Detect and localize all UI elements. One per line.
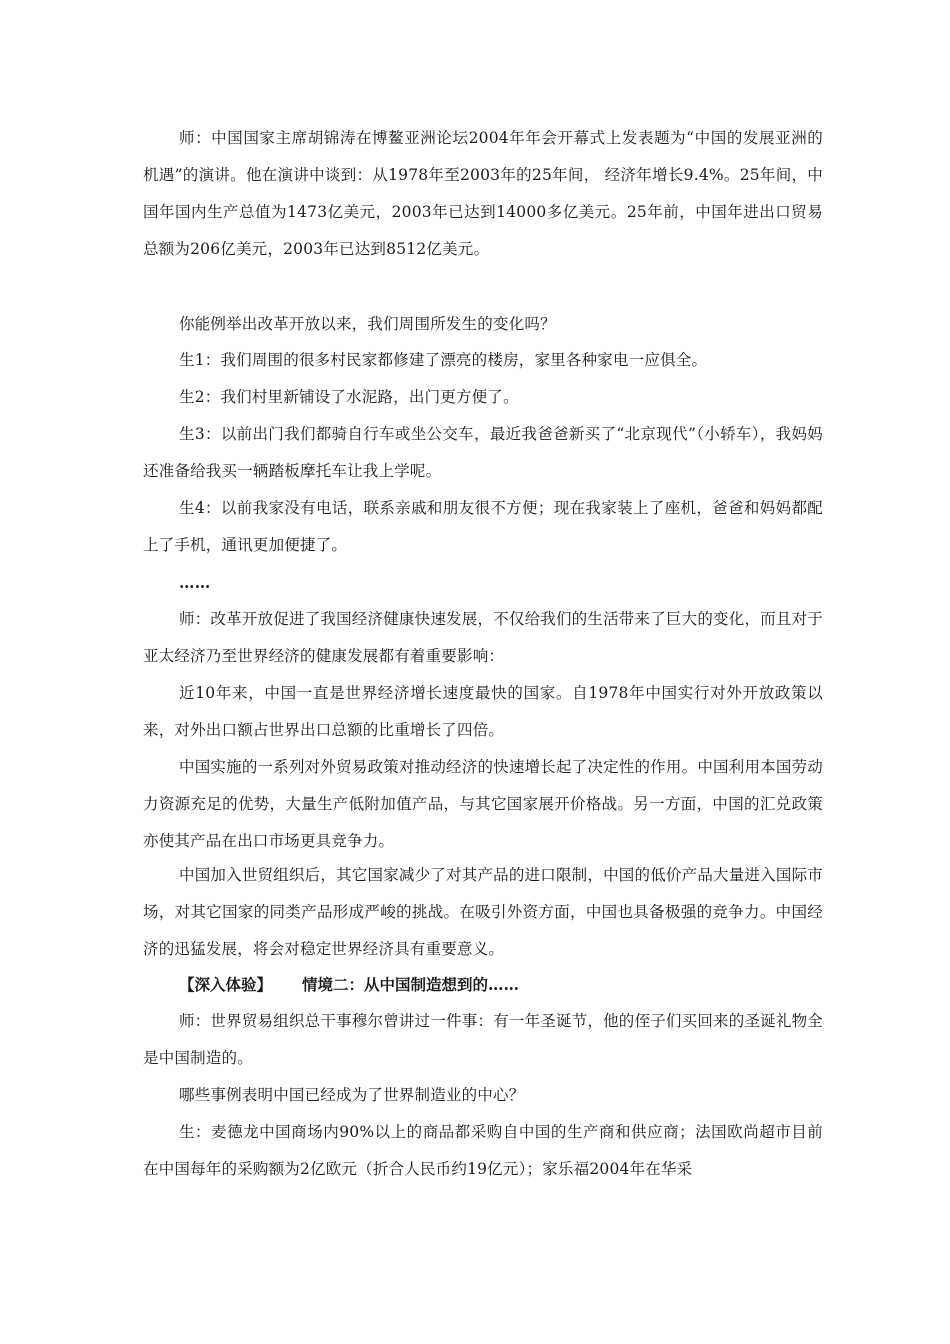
paragraph-trade-policy: 中国实施的一系列对外贸易政策对推动经济的快速增长起了决定性的作用。中国利用本国劳动力资源充足的优势，大量生产低附加值产品，与其它国家展开价格战。另一方面，中国的汇兑政策亦使其产品在出口市场更具竞争力。 (143, 758, 823, 850)
paragraph-student-examples: 生：麦德龙中国商场内90%以上的商品都采购自中国的生产商和供应商；法国欧尚超市目前在中国每年的采购额为2亿欧元（折合人民币约19亿元）；家乐福2004年在华采 (143, 1123, 823, 1178)
paragraph-student-3: 生3：以前出门我们都骑自行车或坐公交车，最近我爸爸新买了“北京现代”（小轿车），我妈妈还准备给我买一辆踏板摩托车让我上学呢。 (143, 425, 823, 480)
paragraph-student-2: 生2：我们村里新铺设了水泥路，出门更方便了。 (179, 388, 519, 406)
paragraph-question-manufacturing: 哪些事例表明中国已经成为了世界制造业的中心？ (179, 1086, 525, 1104)
paragraph-student-4: 生4：以前我家没有电话，联系亲戚和朋友很不方便；现在我家装上了座机，爸爸和妈妈都配上了手机，通讯更加便捷了。 (143, 499, 823, 554)
paragraph-student-1: 生1：我们周围的很多村民家都修建了漂亮的楼房，家里各种家电一应俱全。 (179, 351, 708, 369)
section-heading-title: 情境二：从中国制造想到的…… (302, 975, 520, 994)
paragraph-wto-accession: 中国加入世贸组织后，其它国家减少了对其产品的进口限制，中国的低价产品大量进入国际市场，对其它国家的同类产品形成严峻的挑战。在吸引外资方面，中国也具备极强的竞争力。中国经济的迅猛发展，将会对稳定世界经济具有重要意义。 (143, 866, 823, 958)
paragraph-growth-decade: 近10年来，中国一直是世界经济增长速度最快的国家。自1978年中国实行对外开放政策以来，对外出口额占世界出口总额的比重增长了四倍。 (143, 684, 823, 739)
paragraph-question-changes: 你能例举出改革开放以来，我们周围所发生的变化吗？ (179, 315, 556, 333)
section-heading-label: 【深入体验】 (179, 975, 273, 994)
paragraph-moore-story: 师：世界贸易组织总干事穆尔曾讲过一件事：有一年圣诞节，他的侄子们买回来的圣诞礼物全是中国制造的。 (143, 1012, 823, 1067)
paragraph-ellipsis: …… (179, 573, 211, 592)
paragraph-teacher-reform: 师：改革开放促进了我国经济健康快速发展，不仅给我们的生活带来了巨大的变化，而且对于亚太经济乃至世界经济的健康发展都有着重要影响： (143, 610, 823, 665)
paragraph-hu-jintao-speech: 师：中国国家主席胡锦涛在博鳌亚洲论坛2004年年会开幕式上发表题为“中国的发展亚洲的机遇”的演讲。他在演讲中谈到：从1978年至2003年的25年间， 经济年增长9.4%。25年间，中国年国内生产总值为1473亿美元，2003年已达到14000多亿美元。25年前，中国年进出口贸易总额为206亿美元，2003年已达到8512亿美元。 (143, 129, 823, 258)
section-heading (179, 966, 519, 1003)
